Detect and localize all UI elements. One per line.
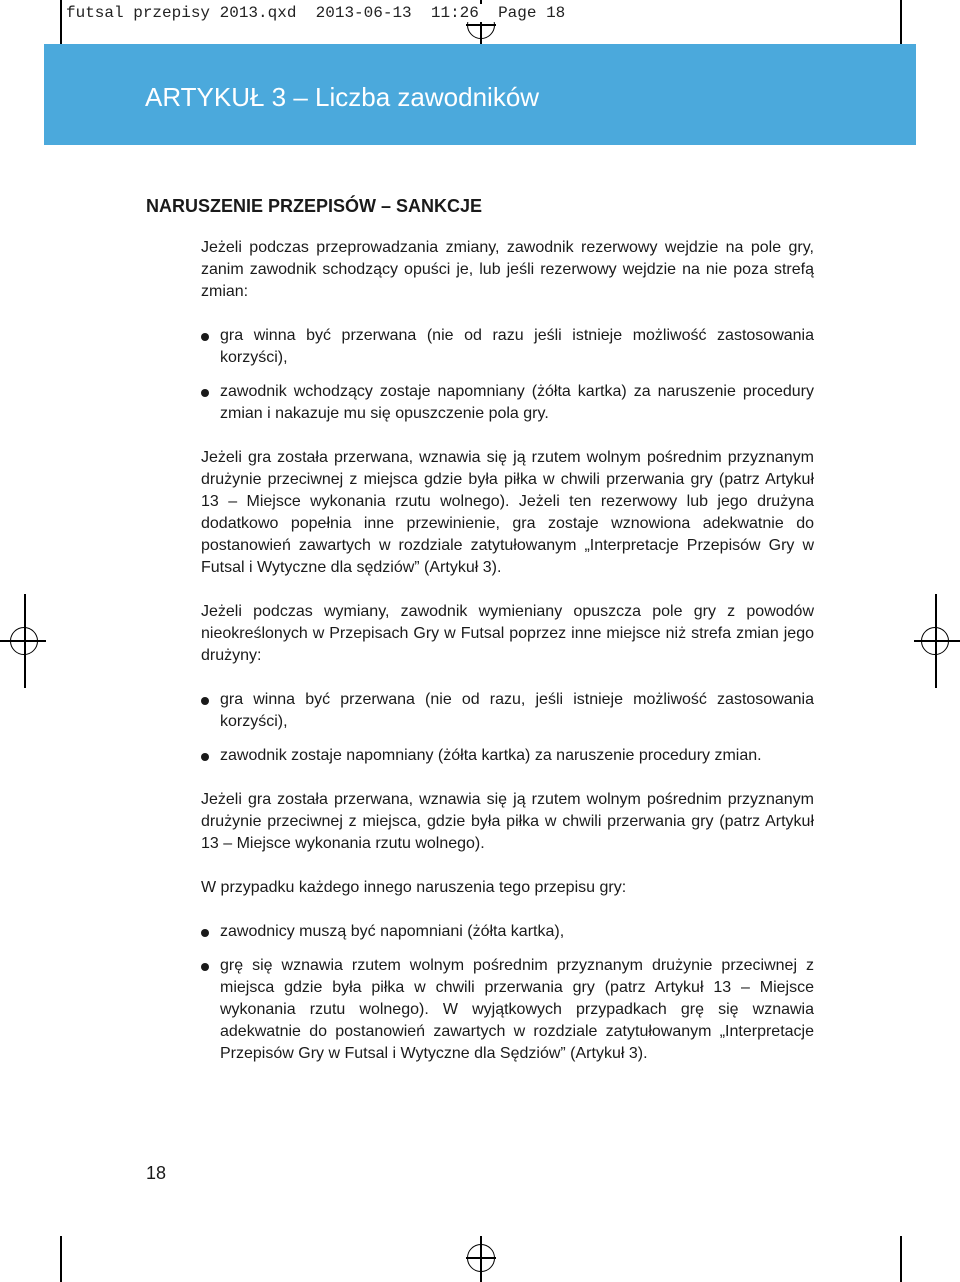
bullet-icon <box>201 333 209 341</box>
article-content <box>146 196 814 1087</box>
paragraph: Jeżeli podczas wymiany, zawodnik wymieniany opuszcza pole gry z powodów nieokreślonych w Przepisach Gry w Futsal poprzez inne miejsce niż strefa zmian jego drużyny: <box>201 603 814 664</box>
paragraph: W przypadku każdego innego naruszenia tego przepisu gry: <box>201 879 627 896</box>
header-band <box>44 44 916 145</box>
section-heading: NARUSZENIE PRZEPISÓW – SANKCJE <box>146 196 483 216</box>
crop-mark-top-right <box>900 0 902 46</box>
paragraph: Jeżeli podczas przeprowadzania zmiany, zawodnik rezerwowy wejdzie na pole gry, zanim zawodnik schodzący opuści je, lub jeśli rezerwowy wejdzie na nie poza strefą zmian: <box>201 239 814 300</box>
paragraph: Jeżeli gra została przerwana, wznawia się ją rzutem wolnym pośrednim przyznanym drużynie przeciwnej z miejsca, gdzie była piłka w chwili przerwania gry (patrz Artykuł 13 – Miejsce wykonania rzutu wolnego). <box>201 791 814 852</box>
list-item-text: zawodnik wchodzący zostaje napomniany (żółta kartka) za naruszenie procedury zmian i nakazuje mu się opuszczenie pola gry. <box>220 383 814 422</box>
list-item <box>201 325 814 369</box>
crop-mark-top-left <box>60 0 62 46</box>
paragraph: Jeżeli gra została przerwana, wznawia się ją rzutem wolnym pośrednim przyznanym drużynie przeciwnej z miejsca gdzie była piłka w chwili przerwania gry (patrz Artykuł 13 – Miejsce wykonania rzutu wolnego). Jeżeli ten rezerwowy lub jego drużyna dodatkowo popełnia inne przewinienie, gra zostaje wznowiona adekwatnie do postanowień zawartych w rozdziale zatytułowanym „Interpretacje Przepisów Gry w Futsal i Wytyczne dla sędziów” (Artykuł 3). <box>201 449 814 576</box>
bullet-icon <box>201 389 209 397</box>
bullet-icon <box>201 929 209 937</box>
list-item-text: grę się wznawia rzutem wolnym pośrednim przyznanym drużynie przeciwnej z miejsca gdzie była piłka w chwili przerwania gry (patrz Artykuł 13 – Miejsce wykonania rzutu wolnego). W wyjątkowych przypadkach grę się wznawia adekwatnie do postanowień zawartych w rozdziale zatytułowanym „Interpretacje Przepisów Gry w Futsal i Wytyczne dla Sędziów” (Artykuł 3). <box>220 957 814 1062</box>
list-item <box>201 381 814 425</box>
list-item-text: zawodnicy muszą być napomniani (żółta kartka), <box>220 923 565 940</box>
list-item-text: zawodnik zostaje napomniany (żółta kartka) za naruszenie procedury zmian. <box>220 747 762 764</box>
slug-line: futsal przepisy 2013.qxd 2013-06-13 11:26 Page 18 <box>66 4 569 22</box>
bullet-icon <box>201 697 209 705</box>
list-item-text: gra winna być przerwana (nie od razu, jeśli istnieje możliwość zastosowania korzyści), <box>220 691 814 730</box>
article-title: ARTYKUŁ 3 – Liczba zawodników <box>145 82 540 112</box>
crop-mark-bottom-right <box>900 1236 902 1282</box>
list-item <box>201 955 814 1065</box>
bullet-list <box>201 325 814 425</box>
bullet-list <box>201 689 814 767</box>
bullet-icon <box>201 753 209 761</box>
list-item <box>201 745 814 767</box>
list-item <box>201 921 814 943</box>
crop-mark-bottom-left <box>60 1236 62 1282</box>
list-item-text: gra winna być przerwana (nie od razu jeśli istnieje możliwość zastosowania korzyści), <box>220 327 814 366</box>
registration-mark-left-icon <box>10 627 38 655</box>
registration-mark-right-icon <box>921 627 949 655</box>
page-number: 18 <box>146 1163 167 1183</box>
registration-mark-bottom-icon <box>467 1244 495 1272</box>
list-item <box>201 689 814 733</box>
bullet-list <box>201 921 814 1065</box>
bullet-icon <box>201 963 209 971</box>
